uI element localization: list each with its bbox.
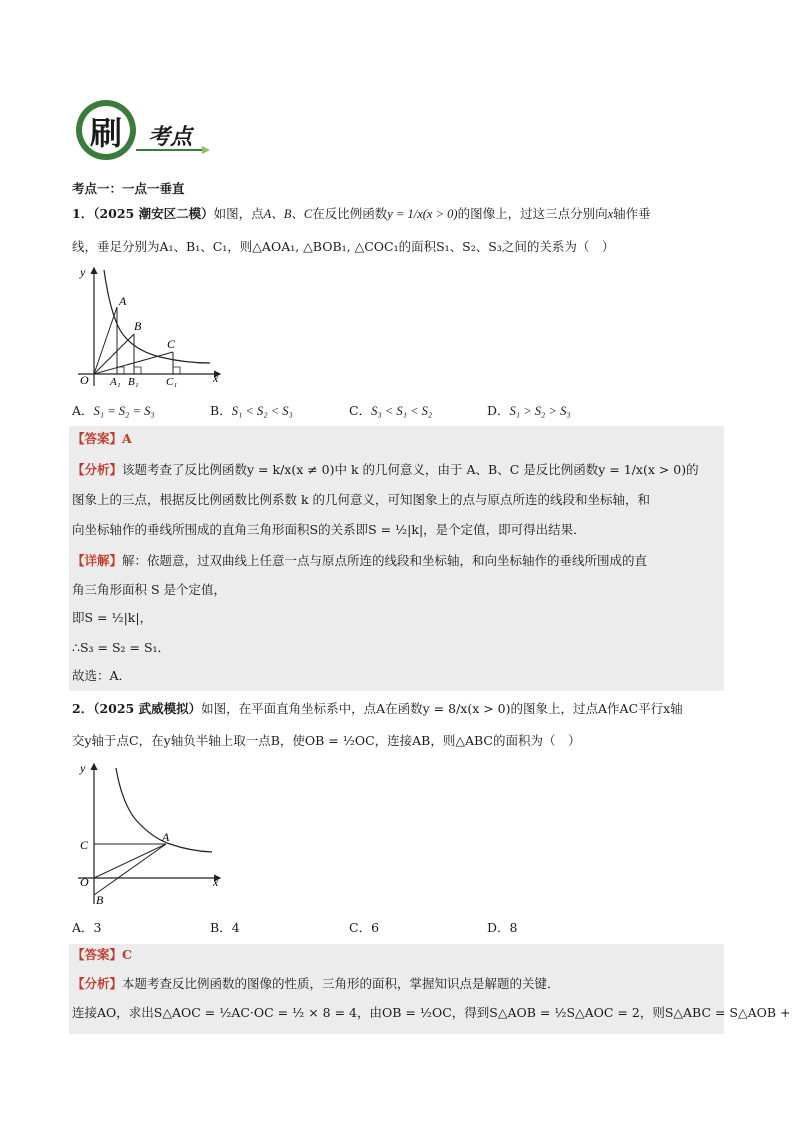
q1-source: （2025 潮安区二模）: [93, 206, 214, 221]
q2-source: （2025 武威模拟）: [93, 701, 202, 716]
q1-stem-b: 在反比例函数: [312, 206, 388, 221]
q2-stem-line1: [72, 701, 683, 717]
badge-char: 刷: [89, 114, 122, 152]
q1-label-B: B: [134, 319, 142, 333]
q1-label-A1: A₁: [110, 376, 121, 388]
q2-stem-line2: 交y轴于点C，在y轴负半轴上取一点B，使OB = ½OC，连接AB，则△ABC的面积为（ ）: [72, 733, 581, 748]
q2-figure: [70, 758, 230, 908]
q2-option-d[interactable]: D．8: [487, 920, 518, 935]
q1-analysis-line2: 图象上的三点，根据反比例函数比例系数 k 的几何意义，可知图象上的点与原点所连的线段和坐标轴，和: [72, 492, 651, 507]
q2-analysis-line2: 连接AO，求出S△AOC = ½AC·OC = ½ × 8 = 4，由OB = ½OC，得到S△AOB = ½S△AOC = 2，则S△ABC = S△AOB +: [72, 1005, 791, 1020]
q2-number: 2．: [72, 701, 94, 716]
q1-stem-a: 如图，点: [213, 206, 264, 221]
q2-segment-BA: [94, 844, 166, 895]
q2-answer: [72, 947, 132, 963]
q1-stem-points: A、B、C: [263, 207, 313, 221]
q1-stem-c: 的图像上，过这三点分别向: [457, 206, 608, 221]
q2-label-O: O: [80, 875, 89, 889]
q1-detail-line2: 角三角形面积 S 是个定值，: [72, 582, 227, 597]
q1-segment-OA: [94, 307, 117, 374]
q1-option-b[interactable]: B．S₁ < S₂ < S₃: [210, 403, 293, 418]
q1-option-c[interactable]: C．S₃ < S₁ < S₂: [349, 403, 433, 418]
q1-detail-line4: ∴S₃ = S₂ = S₁．: [72, 640, 171, 655]
header-badge: [74, 98, 214, 162]
q2-option-a[interactable]: A．3: [72, 920, 102, 935]
q1-stem-d: 轴作垂: [613, 206, 651, 221]
q1-answer-value: A: [122, 431, 132, 446]
q1-stem-line2: 线，垂足分别为A₁、B₁、C₁，则△AOA₁, △BOB₁, △COC₁的面积S₁、S₂、S₃之间的关系为（ ）: [72, 239, 615, 254]
q2-answer-tag: 【答案】: [72, 947, 123, 962]
q1-detail-line3: 即S = ½|k|，: [72, 610, 153, 625]
q1-answer-tag: 【答案】: [72, 431, 123, 446]
q1-hyperbola: [104, 270, 210, 363]
q1-detail-line5: 故选：A．: [72, 668, 132, 683]
q2-option-b[interactable]: B．4: [210, 920, 240, 935]
q1-figure: [70, 262, 230, 390]
section-title: 考点一：一点一垂直: [72, 181, 185, 196]
q1-answer: [72, 431, 132, 447]
q1-option-d[interactable]: D．S₁ > S₂ > S₃: [487, 403, 571, 418]
q2-label-y: y: [80, 761, 86, 775]
q1-label-x: x: [213, 371, 219, 385]
q1-analysis-line1: 【分析】该题考查了反比例函数y = k/x(x ≠ 0)中 k 的几何意义，由于 A、B、C 是反比例函数y = 1/x(x > 0)的: [72, 462, 699, 477]
q1-detail-line1: 【详解】解：依题意，过双曲线上任意一点与原点所连的线段和坐标轴，和向坐标轴作的垂线所围成的直: [72, 553, 648, 568]
q1-stem-line1: [72, 206, 651, 222]
q1-label-O: O: [80, 373, 89, 387]
q2-label-x: x: [213, 875, 219, 889]
q1-label-y: y: [80, 265, 86, 279]
q1-label-B1: B₁: [128, 376, 139, 388]
q1-option-a[interactable]: A．S₁ = S₂ = S₃: [72, 403, 155, 418]
q2-segment-OA: [94, 844, 166, 878]
q1-label-A: A: [119, 294, 127, 308]
q2-option-c[interactable]: C．6: [349, 920, 380, 935]
q1-stem-x: x: [607, 207, 614, 221]
header-title: 考点: [148, 124, 193, 150]
q1-stem-func: y = 1/x(x > 0): [387, 207, 458, 221]
q2-answer-value: C: [122, 947, 132, 962]
q1-number: 1．: [72, 206, 94, 221]
q2-analysis-line1: 【分析】本题考查反比例函数的图像的性质，三角形的面积，掌握知识点是解题的关键．: [72, 976, 560, 991]
q1-label-C: C: [167, 337, 176, 351]
q1-label-C1: C₁: [166, 376, 178, 388]
q1-analysis-line3: 向坐标轴作的垂线所围成的直角三角形面积S的关系即S = ½|k|，是个定值，即可得出结果．: [72, 522, 586, 537]
q2-label-C: C: [80, 838, 89, 852]
q2-label-B: B: [96, 893, 104, 907]
q2-stem-l1: 如图，在平面直角坐标系中，点A在函数y = 8/x(x > 0)的图象上，过点A作AC平行x轴: [201, 701, 683, 716]
q2-label-A: A: [162, 830, 170, 844]
